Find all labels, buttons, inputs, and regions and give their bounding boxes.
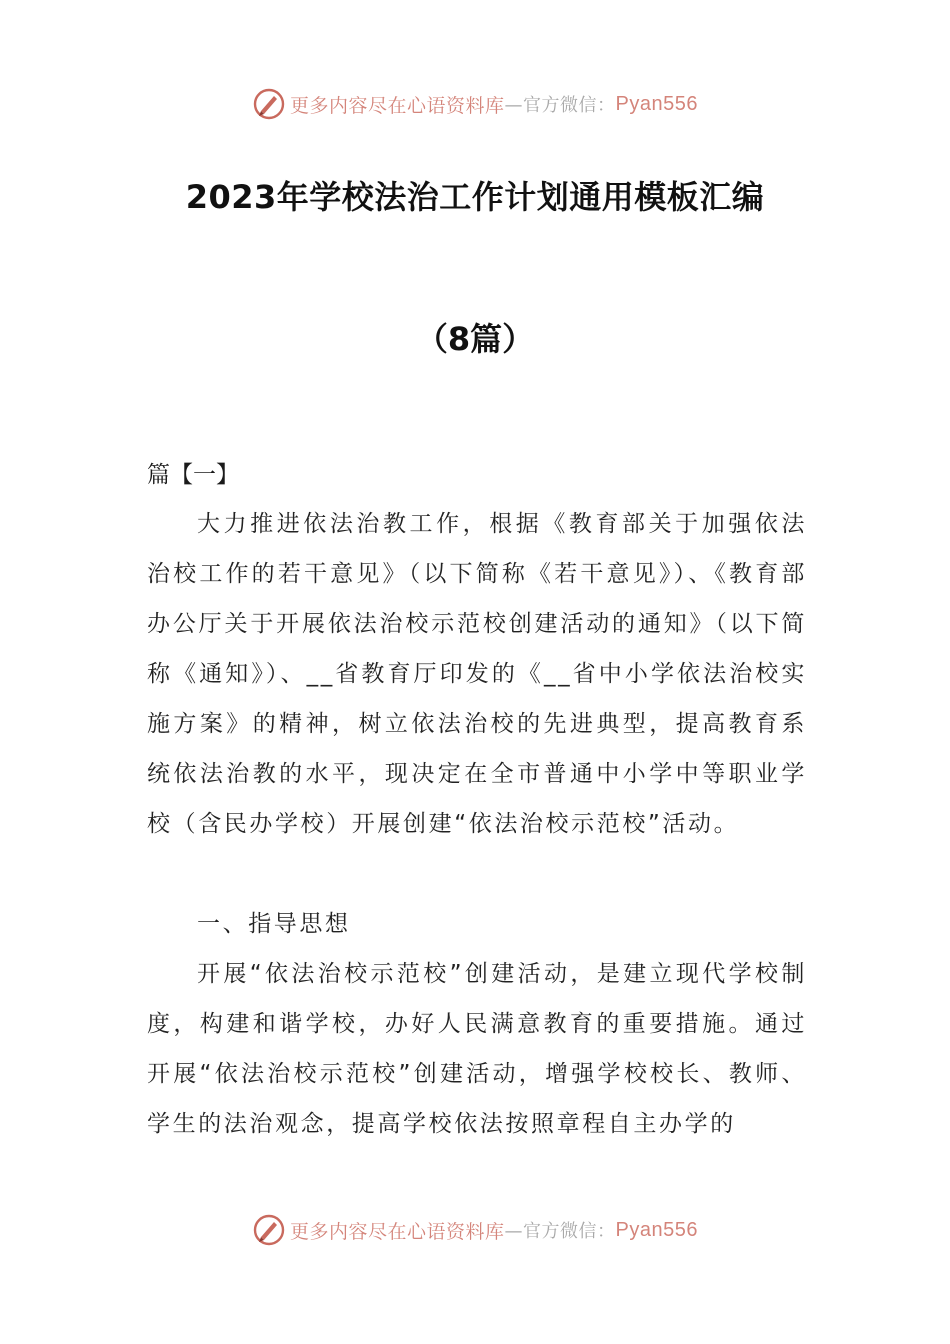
header-banner: [0, 84, 950, 124]
pen-logo-icon: [252, 87, 286, 121]
pen-logo-icon: [252, 1213, 286, 1247]
banner-wechat-id: Pyan556: [615, 1218, 698, 1241]
banner-wechat-label: —官方微信：: [504, 95, 616, 116]
section-label: 篇【一】: [147, 462, 239, 488]
section-heading: 一、指导思想: [197, 911, 351, 937]
document-title: 2023年学校法治工作计划通用模板汇编: [185, 178, 765, 216]
banner-wechat-id: Pyan556: [615, 92, 698, 115]
document-subtitle: （8篇）: [415, 320, 535, 358]
paragraph: 开展“依法治校示范校”创建活动，是建立现代学校制度，构建和谐学校，办好人民满意教育的重要措施。通过开展“依法治校示范校”创建活动，增强学校校长、教师、学生的法治观念，提高学校依法按照章程自主办学的: [147, 961, 807, 1137]
banner-text: 更多内容尽在心语资料库: [290, 1220, 505, 1243]
banner-wechat-label: —官方微信：: [504, 1221, 616, 1242]
banner-text: 更多内容尽在心语资料库: [290, 94, 505, 117]
footer-banner: [0, 1210, 950, 1250]
paragraph: 大力推进依法治教工作，根据《教育部关于加强依法治校工作的若干意见》（以下简称《若干意见》）、《教育部办公厅关于开展依法治校示范校创建活动的通知》（以下简称《通知》）、__省教育厅印发的《__省中小学依法治校实施方案》的精神，树立依法治校的先进典型，提高教育系统依法治教的水平，现决定在全市普通中小学中等职业学校（含民办学校）开展创建“依法治校示范校”活动。: [147, 511, 807, 837]
